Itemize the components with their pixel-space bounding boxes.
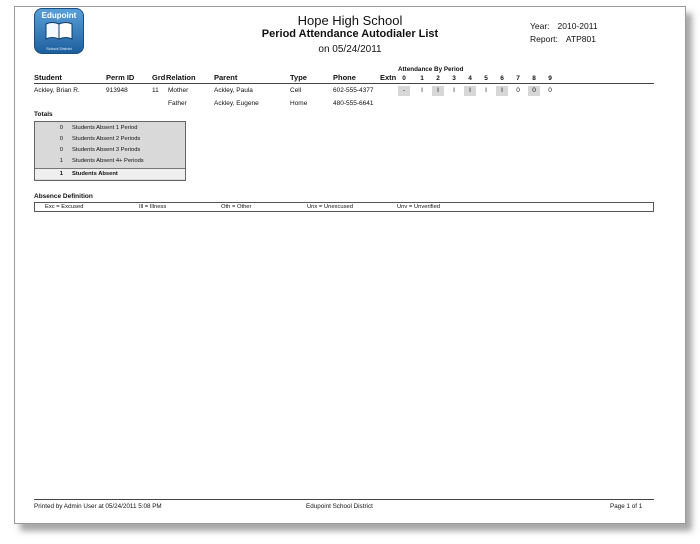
- period-header: 0: [402, 75, 406, 82]
- totals-label: Students Absent 4+ Periods: [72, 158, 144, 164]
- attendance-box: 0: [516, 87, 520, 94]
- footer-rule: [34, 499, 654, 500]
- contact-parent: Ackley, Paula: [214, 87, 253, 94]
- attendance-box: I: [421, 87, 423, 94]
- totals-count: 0: [59, 125, 63, 131]
- header-rule: [34, 83, 654, 84]
- totals-total-row: [35, 168, 185, 179]
- logo-brand: Edupoint: [41, 11, 77, 20]
- totals-row: [35, 145, 185, 155]
- totals-count: 1: [59, 158, 63, 164]
- totals-row: [35, 134, 185, 144]
- absence-definition-heading: Absence Definition: [34, 193, 93, 200]
- student-grade: 11: [152, 87, 159, 94]
- report-title: Period Attendance Autodialer List: [261, 28, 439, 40]
- col-perm-id: Perm ID: [106, 73, 135, 82]
- period-header: 5: [484, 75, 488, 82]
- col-extn: Extn: [380, 73, 397, 82]
- absence-def-item: Ill = Illness: [139, 204, 167, 210]
- totals-count: 0: [59, 136, 63, 142]
- totals-total-label: Students Absent: [72, 171, 118, 177]
- footer-district: Edupoint School District: [306, 503, 373, 510]
- report-date: on 05/24/2011: [318, 44, 382, 55]
- col-phone: Phone: [333, 73, 356, 82]
- attendance-box: 0: [528, 86, 540, 96]
- absence-def-item: Unx = Unexcused: [307, 204, 353, 210]
- totals-row: [35, 156, 185, 166]
- attendance-box: 0: [548, 87, 552, 94]
- attendance-box: I: [496, 86, 508, 96]
- period-header: 6: [500, 75, 504, 82]
- report-value: ATP801: [565, 34, 596, 44]
- attendance-box: I: [464, 86, 476, 96]
- totals-label: Students Absent 3 Periods: [72, 147, 141, 153]
- col-grd: Grd: [152, 73, 166, 82]
- student-name: Ackley, Brian R.: [34, 87, 80, 94]
- year-line: [530, 21, 598, 31]
- contact-phone: 602-555-4377: [333, 87, 374, 94]
- report-line: [530, 34, 596, 44]
- contact-type: Cell: [290, 87, 302, 94]
- absence-definition-box: [34, 202, 654, 212]
- attendance-box: I: [485, 87, 487, 94]
- contact-parent: Ackley, Eugene: [214, 100, 259, 107]
- col-attendance: Attendance By Period: [398, 66, 464, 73]
- period-header: 9: [548, 75, 552, 82]
- student-perm-id: 913948: [106, 87, 128, 94]
- attendance-box: I: [453, 87, 455, 94]
- totals-total-count: 1: [59, 171, 63, 177]
- col-relation: Relation: [166, 73, 196, 82]
- totals-label: Students Absent 1 Period: [72, 125, 138, 131]
- attendance-box: -: [398, 86, 410, 96]
- contact-type: Home: [290, 100, 308, 107]
- contact-phone: 480-555-6641: [333, 100, 374, 107]
- absence-def-item: Oth = Other: [221, 204, 252, 210]
- period-header: 2: [436, 75, 440, 82]
- col-type: Type: [290, 73, 307, 82]
- col-parent: Parent: [214, 73, 238, 82]
- footer-page: Page 1 of 1: [610, 503, 643, 510]
- report-label: Report:: [530, 34, 558, 44]
- totals-heading: Totals: [34, 111, 53, 118]
- period-header: 1: [420, 75, 424, 82]
- totals-box: [34, 121, 186, 181]
- absence-def-item: Unv = Unverified: [397, 204, 441, 210]
- col-student: Student: [34, 73, 62, 82]
- totals-label: Students Absent 2 Periods: [72, 136, 141, 142]
- attendance-box: I: [432, 86, 444, 96]
- contact-relation: Mother: [168, 87, 189, 94]
- year-label: Year:: [530, 21, 550, 31]
- totals-row: [35, 123, 185, 133]
- period-header: 7: [516, 75, 520, 82]
- footer-printed-by: Printed by Admin User at 05/24/2011 5:08 PM: [34, 503, 162, 510]
- absence-def-item: Exc = Excused: [45, 204, 84, 210]
- totals-count: 0: [59, 147, 63, 153]
- period-header: 3: [452, 75, 456, 82]
- contact-relation: Father: [168, 100, 187, 107]
- period-header: 4: [468, 75, 472, 82]
- year-value: 2010-2011: [557, 21, 598, 31]
- school-name: Hope High School: [297, 13, 403, 28]
- logo-subtitle: School District: [46, 46, 72, 51]
- period-header: 8: [532, 75, 536, 82]
